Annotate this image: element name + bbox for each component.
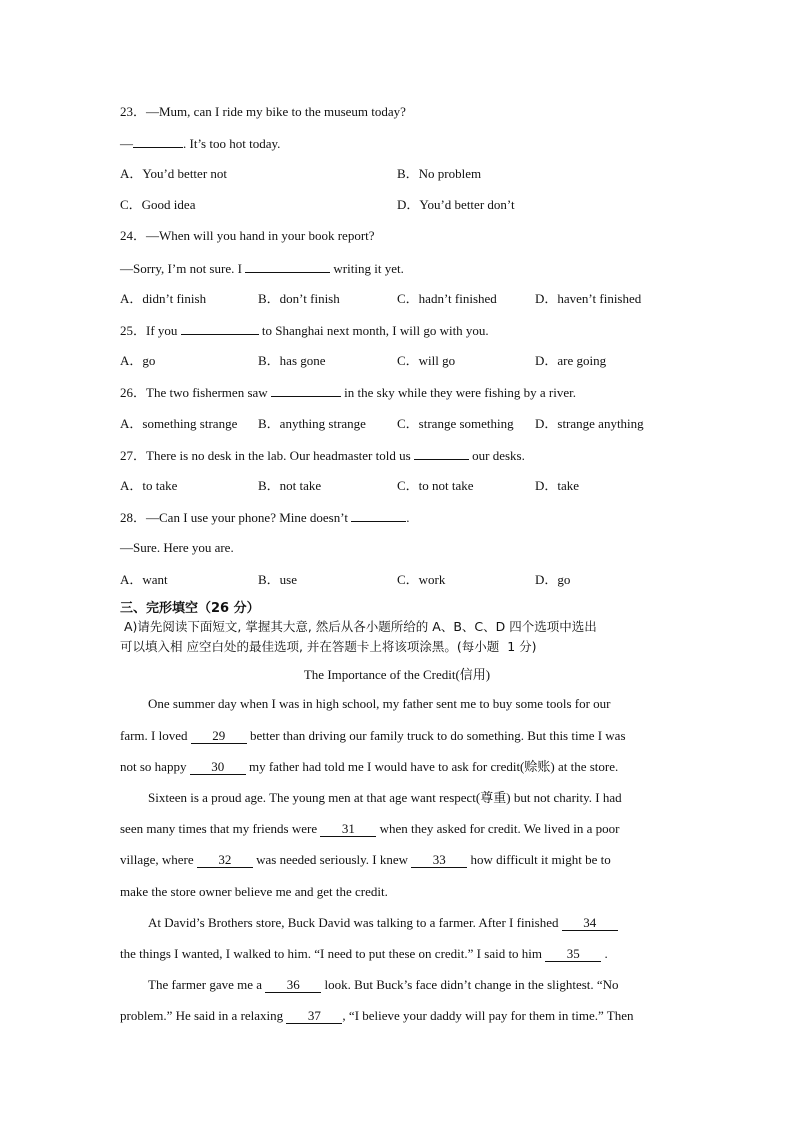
text: farm. I loved xyxy=(120,728,191,743)
stem-suffix: in the sky while they were fishing by a river. xyxy=(340,385,576,400)
answer-blank xyxy=(414,446,469,460)
question-23-response xyxy=(120,134,280,153)
question-27-stem xyxy=(120,446,525,465)
text: , “I believe your daddy will pay for them in time.” Then xyxy=(342,1008,634,1023)
option-a: A．go xyxy=(120,353,156,368)
answer-blank xyxy=(181,321,259,335)
option-a: A．You’d better not xyxy=(120,166,228,181)
passage-line xyxy=(120,758,676,776)
section-instructions-line1: A)请先阅读下面短文, 掌握其大意, 然后从各小题所给的 A、B、C、D 四个选项中选出 xyxy=(120,619,597,634)
answer-blank xyxy=(351,508,406,522)
question-28-stem xyxy=(120,508,409,527)
text: At David’s Brothers store, Buck David was talking to a farmer. After I finished xyxy=(148,915,562,930)
text: look. But Buck’s face didn’t change in the slightest. “No xyxy=(321,977,619,992)
section-instructions-line2: 可以填入相 应空白处的最佳选项, 并在答题卡上将该项涂黑。(每小题 1 分) xyxy=(120,639,537,654)
option-a: A．want xyxy=(120,572,168,587)
stem-prefix: 27．There is no desk in the lab. Our headmaster told us xyxy=(120,448,414,463)
question-23-stem: 23．—Mum, can I ride my bike to the museum today? xyxy=(120,104,406,119)
text: problem.” He said in a relaxing xyxy=(120,1008,287,1023)
passage-line xyxy=(120,727,676,745)
option-b: B．don’t finish xyxy=(258,291,340,306)
blank-37: 37 xyxy=(286,1008,342,1024)
option-a: A．something strange xyxy=(120,416,238,431)
option-b: B．not take xyxy=(258,478,322,493)
option-b: B．No problem xyxy=(397,166,482,181)
text: when they asked for credit. We lived in a poor xyxy=(376,821,620,836)
text: not so happy xyxy=(120,759,190,774)
text: seen many times that my friends were xyxy=(120,821,321,836)
passage-line: make the store owner believe me and get the credit. xyxy=(120,884,388,899)
stem-suffix: to Shanghai next month, I will go with you. xyxy=(258,323,489,338)
option-a: A．to take xyxy=(120,478,178,493)
answer-blank xyxy=(245,259,330,273)
question-25-stem xyxy=(120,321,489,340)
stem-suffix: . xyxy=(406,510,410,525)
stem-prefix: 25．If you xyxy=(120,323,181,338)
text: how difficult it might be to xyxy=(467,852,611,867)
option-d: D．strange anything xyxy=(535,416,644,431)
text: village, where xyxy=(120,852,197,867)
answer-blank xyxy=(133,134,183,148)
response-suffix: writing it yet. xyxy=(330,261,404,276)
response-prefix: — xyxy=(120,136,133,151)
blank-36: 36 xyxy=(265,977,321,993)
option-c: C．hadn’t finished xyxy=(397,291,497,306)
blank-34: 34 xyxy=(562,915,618,931)
blank-32: 32 xyxy=(197,852,253,868)
passage-line xyxy=(120,851,676,869)
answer-blank xyxy=(271,383,341,397)
stem-prefix: 26．The two fishermen saw xyxy=(120,385,271,400)
blank-31: 31 xyxy=(320,821,376,837)
option-c: C．strange something xyxy=(397,416,514,431)
text: better than driving our family truck to do something. But this time I was xyxy=(246,728,626,743)
option-c: C．work xyxy=(397,572,446,587)
blank-35: 35 xyxy=(545,946,601,962)
stem-prefix: 28．—Can I use your phone? Mine doesn’t xyxy=(120,510,352,525)
question-26-stem xyxy=(120,383,576,402)
option-a: A．didn’t finish xyxy=(120,291,207,306)
option-d: D．take xyxy=(535,478,580,493)
passage-line xyxy=(120,945,676,963)
stem-suffix: our desks. xyxy=(468,448,525,463)
question-28-response: —Sure. Here you are. xyxy=(120,540,234,555)
blank-30: 30 xyxy=(190,759,246,775)
text: the things I wanted, I walked to him. “I need to put these on credit.” I said to him xyxy=(120,946,546,961)
option-b: B．use xyxy=(258,572,298,587)
option-d: D．You’d better don’t xyxy=(397,197,515,212)
option-c: C．to not take xyxy=(397,478,474,493)
option-c: C．Good idea xyxy=(120,197,196,212)
option-d: D．go xyxy=(535,572,571,587)
option-c: C．will go xyxy=(397,353,456,368)
text: was needed seriously. I knew xyxy=(252,852,412,867)
passage-title: The Importance of the Credit(信用) xyxy=(303,667,491,682)
text: my father had told me I would have to ask for credit(赊账) at the store. xyxy=(245,759,619,774)
section-heading: 三、完形填空（26 分） xyxy=(120,601,260,616)
passage-line: Sixteen is a proud age. The young men at that age want respect(尊重) but not charity. I had xyxy=(148,790,622,805)
passage-line xyxy=(148,976,704,994)
response-prefix: —Sorry, I’m not sure. I xyxy=(120,261,246,276)
text: The farmer gave me a xyxy=(148,977,266,992)
text: . xyxy=(601,946,608,961)
option-d: D．are going xyxy=(535,353,607,368)
option-b: B．has gone xyxy=(258,353,326,368)
response-suffix: . It’s too hot today. xyxy=(183,136,281,151)
passage-line xyxy=(148,914,704,932)
question-24-stem: 24．—When will you hand in your book report? xyxy=(120,228,375,243)
option-b: B．anything strange xyxy=(258,416,366,431)
blank-29: 29 xyxy=(191,728,247,744)
passage-line xyxy=(120,820,676,838)
passage-line xyxy=(120,1007,676,1025)
option-d: D．haven’t finished xyxy=(535,291,642,306)
question-24-response xyxy=(120,259,404,278)
blank-33: 33 xyxy=(411,852,467,868)
passage-line: One summer day when I was in high school, my father sent me to buy some tools for our xyxy=(148,696,611,711)
